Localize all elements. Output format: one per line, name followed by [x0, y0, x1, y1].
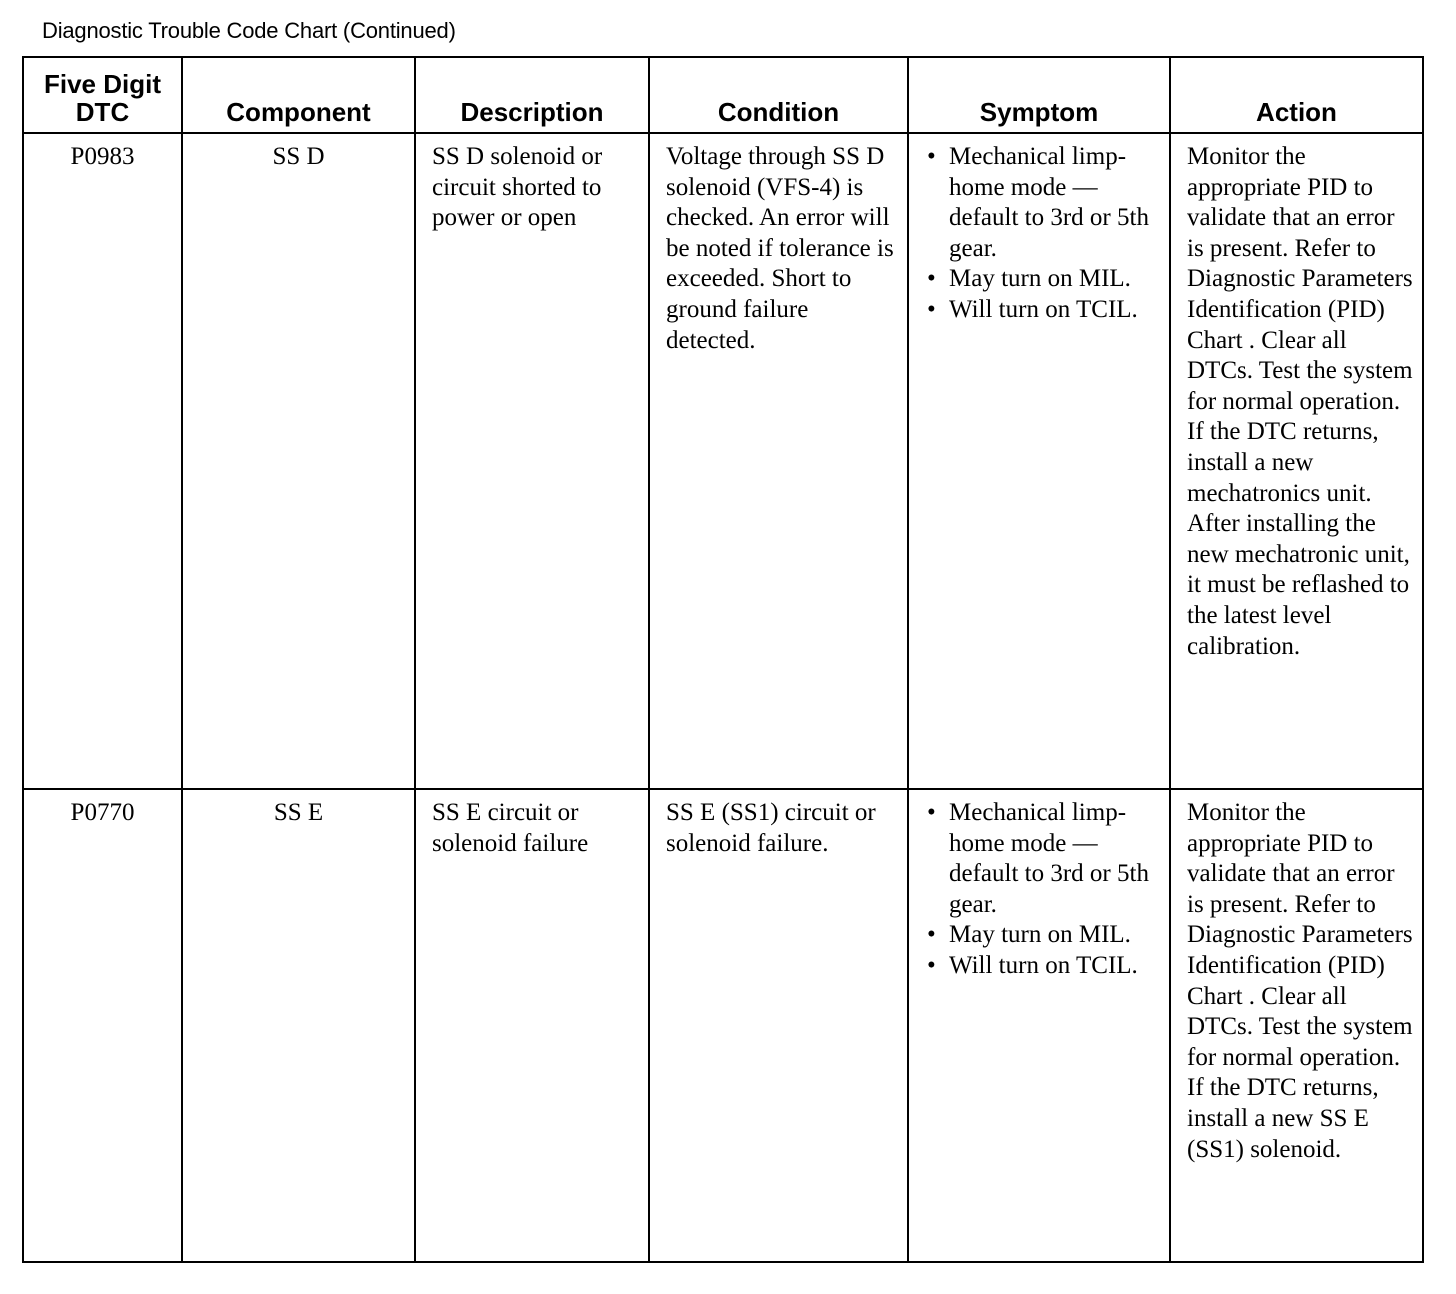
- bullet-icon: •: [927, 951, 936, 979]
- header-description: Description: [415, 57, 649, 133]
- symptom-text: Mechanical limp-home mode — default to 3rd or 5th gear.: [949, 799, 1149, 918]
- symptom-item: [925, 142, 1161, 264]
- action-cell: Monitor the appropriate PID to validate that an error is present. Refer to Diagnostic Parameters Identification (PID) Chart . Clear all DTCs. Test the system for normal operation. If the DTC returns, install a new SS E (SS1) solenoid.: [1170, 789, 1423, 1262]
- bullet-icon: •: [927, 143, 936, 170]
- action-cell: Monitor the appropriate PID to validate that an error is present. Refer to Diagnostic Parameters Identification (PID) Chart . Clear all DTCs. Test the system for normal operation. If the DTC returns, install a new mechatronics unit. After installing the new mechatronic unit, it must be reflashed to the latest level calibration.: [1170, 133, 1423, 789]
- dtc-cell: P0983: [23, 133, 182, 789]
- bullet-icon: •: [927, 799, 936, 826]
- header-dtc: Five Digit DTC: [23, 57, 182, 133]
- bullet-icon: •: [927, 265, 936, 293]
- symptom-item: [925, 798, 1161, 920]
- condition-cell: Voltage through SS D solenoid (VFS-4) is checked. An error will be noted if tolerance is exceeded. Short to ground failure detected.: [649, 133, 908, 789]
- symptom-text: Will turn on TCIL.: [949, 951, 1138, 979]
- description-cell: SS E circuit or solenoid failure: [415, 789, 649, 1262]
- bullet-icon: •: [927, 921, 936, 949]
- symptom-item: [925, 264, 1161, 295]
- symptom-text: May turn on MIL.: [949, 265, 1131, 293]
- table-row: [23, 133, 1423, 789]
- table-header-row: [23, 57, 1423, 133]
- symptom-text: Will turn on TCIL.: [949, 295, 1138, 323]
- dtc-cell: P0770: [23, 789, 182, 1262]
- symptom-item: [925, 951, 1161, 982]
- header-action: Action: [1170, 57, 1423, 133]
- header-symptom: Symptom: [908, 57, 1170, 133]
- header-component: Component: [182, 57, 415, 133]
- symptom-list: [925, 798, 1161, 982]
- description-cell: SS D solenoid or circuit shorted to power or open: [415, 133, 649, 789]
- table-row: [23, 789, 1423, 1262]
- bullet-icon: •: [927, 295, 936, 323]
- condition-cell: SS E (SS1) circuit or solenoid failure.: [649, 789, 908, 1262]
- component-cell: SS D: [182, 133, 415, 789]
- symptom-item: [925, 920, 1161, 951]
- header-condition: Condition: [649, 57, 908, 133]
- symptom-text: Mechanical limp-home mode — default to 3rd or 5th gear.: [949, 143, 1149, 262]
- page-title: Diagnostic Trouble Code Chart (Continued): [42, 18, 456, 43]
- dtc-table: [22, 56, 1424, 1263]
- component-cell: SS E: [182, 789, 415, 1262]
- symptom-list: [925, 142, 1161, 326]
- symptom-cell: [908, 789, 1170, 1262]
- symptom-cell: [908, 133, 1170, 789]
- symptom-item: [925, 295, 1161, 326]
- symptom-text: May turn on MIL.: [949, 921, 1131, 949]
